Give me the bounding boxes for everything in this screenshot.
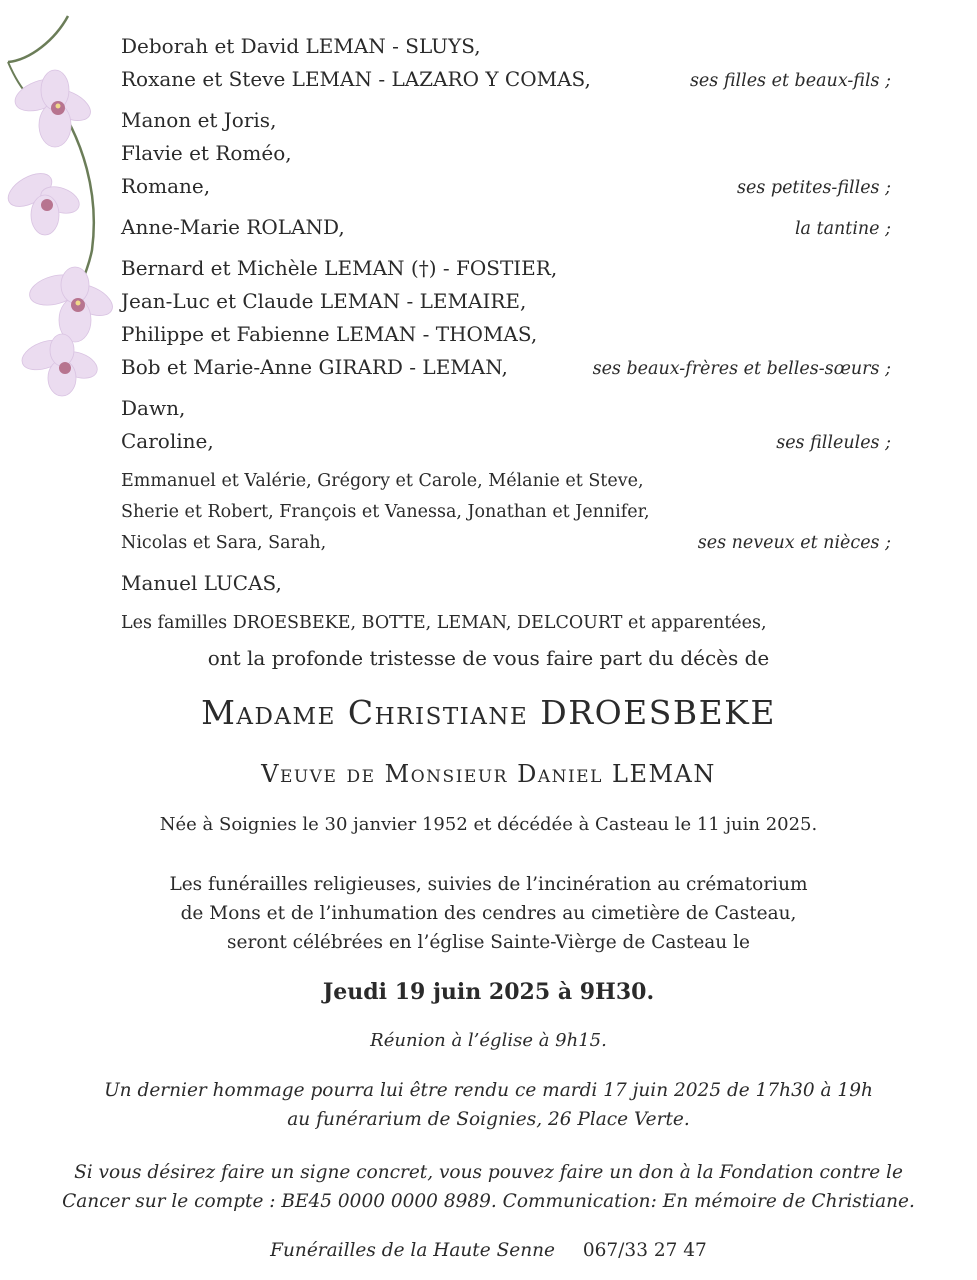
family-member-names: Nicolas et Sara, Sarah, xyxy=(121,533,327,553)
family-group xyxy=(121,104,891,203)
family-line xyxy=(121,528,891,559)
family-line xyxy=(121,104,891,137)
family-group xyxy=(121,252,891,384)
family-member-names: Anne-Marie ROLAND, xyxy=(121,215,345,239)
relationship-label: ses filles et beaux-fils ; xyxy=(689,71,891,91)
funeral-home-name: Funérailles de la Haute Senne xyxy=(270,1240,555,1261)
donation-line: Si vous désirez faire un signe concret, vous pouvez faire un don à la Fondation contre le xyxy=(74,1162,903,1183)
family-member-names: Dawn, xyxy=(121,396,186,420)
family-member-names: Les familles DROESBEKE, BOTTE, LEMAN, DELCOURT et apparentées, xyxy=(121,613,767,633)
family-member-names: Bob et Marie-Anne GIRARD - LEMAN, xyxy=(121,355,508,379)
family-member-names: Manon et Joris, xyxy=(121,108,277,132)
deceased-title: Madame Christiane xyxy=(201,693,529,732)
family-member-names: Philippe et Fabienne LEMAN - THOMAS, xyxy=(121,322,538,346)
relationship-label: ses neveux et nièces ; xyxy=(697,533,891,553)
funeral-home-phone: 067/33 27 47 xyxy=(582,1240,707,1261)
family-list xyxy=(121,30,891,647)
relationship-label: ses petites-filles ; xyxy=(736,178,891,198)
family-member-names: Roxane et Steve LEMAN - LAZARO Y COMAS, xyxy=(121,67,591,91)
family-line xyxy=(121,137,891,170)
family-line xyxy=(121,351,891,384)
funeral-text xyxy=(0,870,977,957)
funeral-line: de Mons et de l’inhumation des cendres au cimetière de Casteau, xyxy=(180,903,797,924)
family-line xyxy=(121,63,891,96)
family-line xyxy=(121,252,891,285)
family-line xyxy=(121,425,891,458)
family-member-names: Bernard et Michèle LEMAN (†) - FOSTIER, xyxy=(121,256,558,280)
reunion-time: Réunion à l’église à 9h15. xyxy=(370,1030,607,1051)
family-member-names: Emmanuel et Valérie, Grégory et Carole, Mélanie et Steve, xyxy=(121,471,644,491)
hommage-text xyxy=(0,1076,977,1134)
hommage-line: au funérarium de Soignies, 26 Place Verte. xyxy=(287,1109,690,1130)
hommage-line: Un dernier hommage pourra lui être rendu ce mardi 17 juin 2025 de 17h30 à 19h xyxy=(104,1080,873,1101)
funeral-date: Jeudi 19 juin 2025 à 9H30. xyxy=(322,979,655,1005)
donation-line: Cancer sur le compte : BE45 0000 0000 8989. Communication: En mémoire de Christiane. xyxy=(62,1191,915,1212)
family-group xyxy=(121,30,891,96)
family-line xyxy=(121,567,891,600)
deceased-name xyxy=(0,693,977,732)
family-line xyxy=(121,30,891,63)
family-member-names: Caroline, xyxy=(121,429,214,453)
family-group xyxy=(121,608,891,639)
relationship-label: la tantine ; xyxy=(794,219,891,239)
orchid-branch-icon xyxy=(0,0,120,400)
family-group xyxy=(121,466,891,559)
family-line xyxy=(121,392,891,425)
widow-line: Veuve de Monsieur Daniel LEMAN xyxy=(261,760,716,788)
announcement-text: ont la profonde tristesse de vous faire part du décès de xyxy=(207,646,770,670)
family-member-names: Romane, xyxy=(121,174,211,198)
family-member-names: Jean-Luc et Claude LEMAN - LEMAIRE, xyxy=(121,289,527,313)
family-member-names: Sherie et Robert, François et Vanessa, Jonathan et Jennifer, xyxy=(121,502,650,522)
family-group xyxy=(121,392,891,458)
family-line xyxy=(121,608,891,639)
donation-text xyxy=(0,1158,977,1216)
family-member-names: Deborah et David LEMAN - SLUYS, xyxy=(121,34,481,58)
family-line xyxy=(121,170,891,203)
funeral-line: seront célébrées en l’église Sainte-Vièrge de Casteau le xyxy=(227,932,750,953)
family-group xyxy=(121,567,891,600)
deceased-surname: DROESBEKE xyxy=(540,693,776,732)
family-line xyxy=(121,497,891,528)
family-line xyxy=(121,466,891,497)
birth-death-line: Née à Soignies le 30 janvier 1952 et décédée à Casteau le 11 juin 2025. xyxy=(159,814,818,835)
funeral-line: Les funérailles religieuses, suivies de l’incinération au crématorium xyxy=(169,874,808,895)
family-line xyxy=(121,318,891,351)
family-member-names: Flavie et Roméo, xyxy=(121,141,292,165)
family-line xyxy=(121,285,891,318)
family-group xyxy=(121,211,891,244)
family-line xyxy=(121,211,891,244)
relationship-label: ses filleules ; xyxy=(776,433,891,453)
relationship-label: ses beaux-frères et belles-sœurs ; xyxy=(592,359,891,379)
family-member-names: Manuel LUCAS, xyxy=(121,571,282,595)
funeral-home-footer xyxy=(0,1240,977,1261)
